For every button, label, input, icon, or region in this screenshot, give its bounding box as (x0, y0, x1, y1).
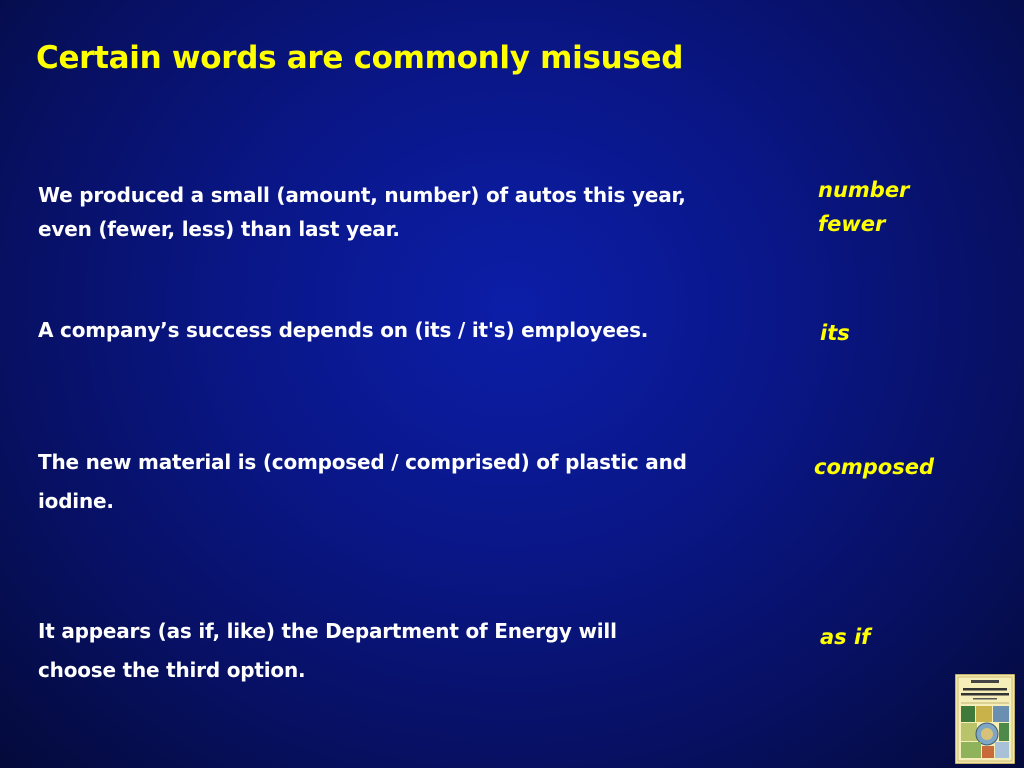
question-4-line-1: It appears (as if, like) the Department of Energy will (38, 619, 617, 643)
question-3 (38, 443, 758, 521)
question-1-line-1: We produced a small (amount, number) of autos this year, (38, 183, 686, 207)
answer-4 (820, 620, 870, 654)
question-4 (38, 612, 758, 690)
question-3-line-1: The new material is (composed / comprised) of plastic and (38, 450, 687, 474)
answer-2 (820, 316, 850, 350)
question-1-line-2: even (fewer, less) than last year. (38, 217, 400, 241)
book-cover-image (955, 674, 1015, 764)
question-4-line-2: choose the third option. (38, 658, 306, 682)
answer-2-line-1: its (820, 321, 850, 345)
answer-3 (814, 450, 934, 484)
answer-4-line-1: as if (820, 625, 871, 649)
answer-1 (818, 173, 909, 241)
answer-3-line-1: composed (814, 455, 934, 479)
answer-1-line-2: fewer (818, 212, 886, 236)
question-1 (38, 178, 758, 246)
question-2 (38, 313, 758, 347)
question-2-line-1: A company’s success depends on (its / it's) employees. (38, 318, 649, 342)
slide-title: Certain words are commonly misused (36, 40, 684, 76)
question-3-line-2: iodine. (38, 489, 114, 513)
answer-1-line-1: number (818, 178, 910, 202)
